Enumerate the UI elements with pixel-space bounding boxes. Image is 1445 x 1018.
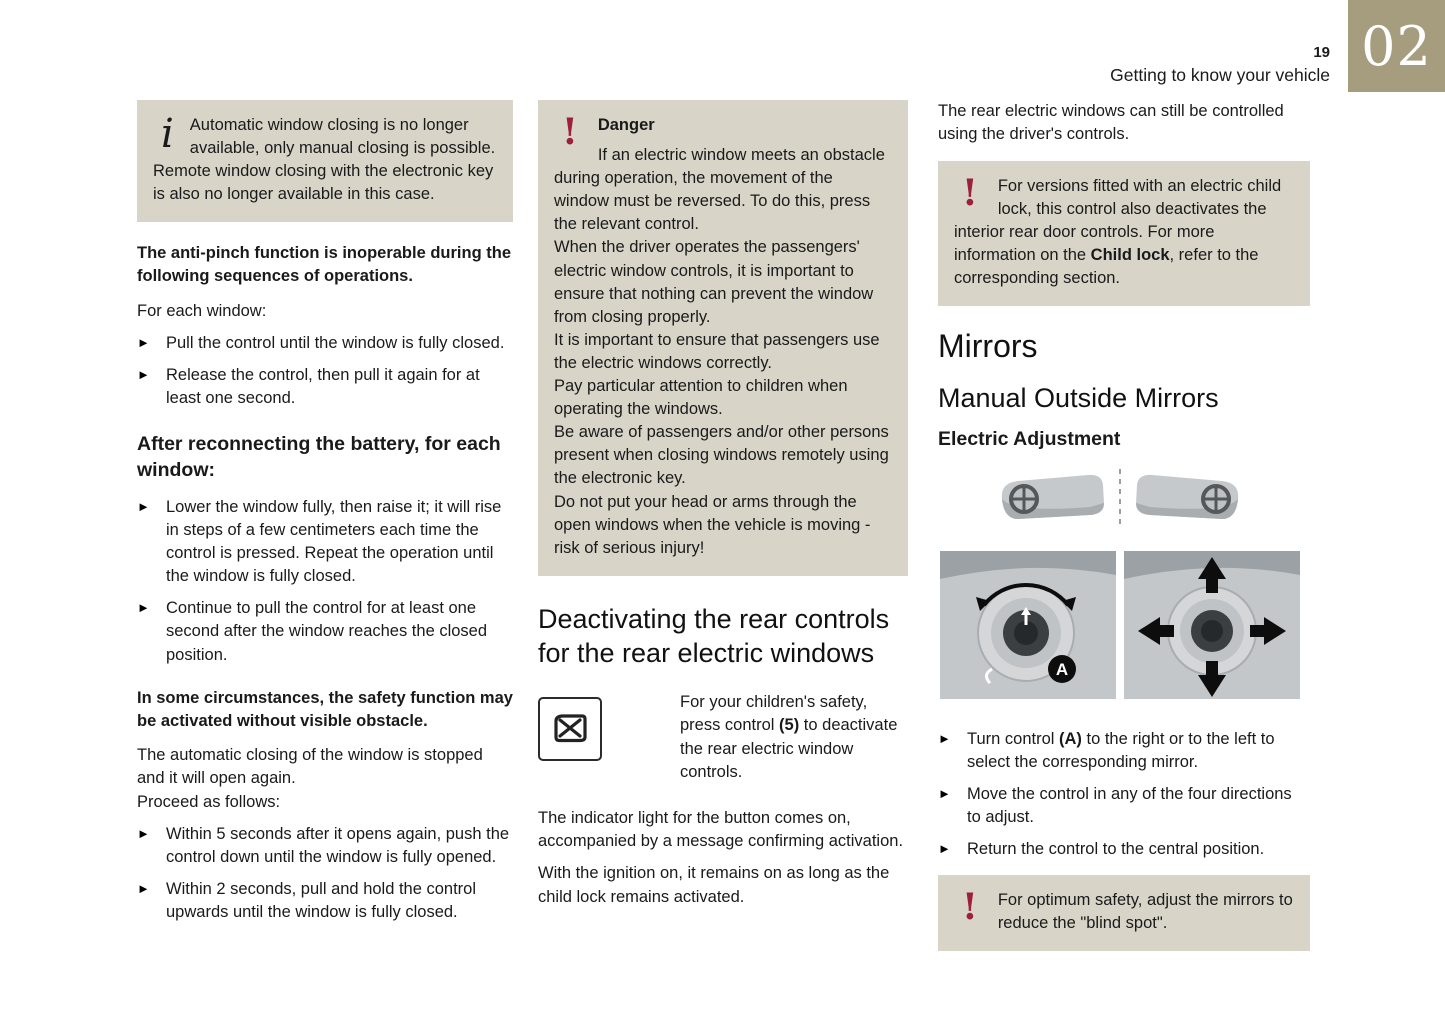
info-box-text-2: Remote window closing with the electronic key is also no longer available in this case. [153, 162, 494, 204]
page-number: 19 [1313, 44, 1330, 61]
warning-box-text [954, 171, 1294, 290]
child-lock-window-icon [538, 697, 602, 761]
bullet-text: Within 2 seconds, pull and hold the control upwards until the window is fully closed. [166, 880, 477, 922]
danger-title: Danger [597, 116, 655, 134]
bullet-text: Pull the control until the window is fully closed. [166, 333, 505, 352]
text-segment: Return the control to the central position. [967, 840, 1265, 859]
column-left [137, 100, 513, 936]
list-item [137, 364, 513, 410]
text-segment: to deactivate the rear electric window controls. [680, 716, 898, 782]
heading-electric-adjustment: Electric Adjustment [938, 427, 1121, 450]
bullet-text [967, 783, 1310, 829]
warning-box-child-lock [938, 161, 1310, 306]
bullet-arrow-icon: ► [137, 881, 150, 897]
list-item [137, 878, 513, 924]
text-segment-bold: Child lock [1090, 246, 1170, 265]
bullet-arrow-icon: ► [137, 334, 150, 350]
bullet-text [967, 838, 1310, 861]
warning-icon: ! [962, 886, 978, 929]
page-header-title: Getting to know your vehicle [1110, 65, 1330, 85]
danger-paragraph: Pay particular attention to children when operating the windows. [554, 377, 848, 419]
warning-box-blind-spot [938, 875, 1310, 951]
text-segment: For versions fitted with an electric child lock, this control also deactivates the interior rear door controls. For more information on the [954, 176, 1282, 265]
section-heading-mirrors: Mirrors [938, 328, 1038, 365]
text-segment-bold: (5) [779, 716, 800, 735]
column-middle [538, 100, 908, 918]
right-mirror-icon [1136, 475, 1238, 519]
section-heading-deactivating: Deactivating the rear controls for the rear electric windows [538, 603, 890, 669]
bullet-arrow-icon: ► [137, 826, 150, 842]
danger-icon: ! [562, 111, 578, 153]
list-item [137, 332, 513, 355]
bullet-list-window [137, 332, 513, 410]
bullet-list-proceed [137, 823, 513, 924]
danger-paragraph: It is important to ensure that passengers use the electric windows correctly. [554, 330, 880, 372]
para-ignition: With the ignition on, it remains on as long as the child lock remains activated. [538, 864, 890, 906]
heading-safety-function: In some circumstances, the safety function may be activated without visible obstacle. [137, 688, 513, 730]
mirror-adjust-control-panel [1124, 551, 1300, 699]
chapter-badge [1348, 0, 1445, 92]
para-for-each-window: For each window: [137, 301, 267, 320]
para-auto-closing: The automatic closing of the window is stopped and it will open again. [137, 745, 483, 788]
bullet-list-mirrors [938, 728, 1310, 861]
info-box [137, 100, 513, 222]
text-segment-bold: (A) [1059, 729, 1082, 748]
mirror-select-control-panel [940, 551, 1116, 699]
bullet-arrow-icon: ► [137, 600, 150, 616]
bullet-text [967, 728, 1310, 774]
bullet-arrow-icon: ► [938, 730, 951, 746]
left-mirror-icon [1002, 475, 1104, 519]
bullet-text: Within 5 seconds after it opens again, push the control down until the window is fully opened. [166, 825, 510, 867]
list-item [137, 597, 513, 666]
danger-paragraph: If an electric window meets an obstacle during operation, the movement of the window must be reversed. To do this, press the relevant control. [554, 146, 885, 234]
list-item [938, 838, 1310, 861]
chapter-number: 02 [1361, 14, 1432, 78]
para-proceed: Proceed as follows: [137, 792, 281, 811]
heading-anti-pinch: The anti-pinch function is inoperable during the following sequences of operations. [137, 244, 511, 286]
text-segment: Move the control in any of the four directions to adjust. [967, 785, 1292, 827]
child-lock-instruction [538, 691, 908, 785]
danger-paragraph: When the driver operates the passengers' electric window controls, it is important to ensure that nothing can prevent the window from closing properly. [554, 238, 874, 326]
bullet-arrow-icon: ► [938, 786, 951, 801]
list-item [137, 823, 513, 869]
list-item [137, 496, 513, 588]
info-box-text-1: Automatic window closing is no longer available, only manual closing is possible. [189, 116, 496, 158]
warning-box-text: For optimum safety, adjust the mirrors to reduce the "blind spot". [997, 891, 1293, 933]
column-right [938, 100, 1310, 951]
text-segment: , refer to the corresponding section. [954, 246, 1259, 288]
bullet-text: Lower the window fully, then raise it; it will rise in steps of a few centimeters each time the control is pressed. Repeat the operation until the window is fully closed. [166, 497, 502, 586]
list-item [938, 783, 1310, 829]
bullet-list-battery [137, 496, 513, 667]
bullet-arrow-icon: ► [137, 498, 150, 514]
heading-after-reconnecting: After reconnecting the battery, for each window: [137, 433, 501, 481]
danger-paragraph: Be aware of passengers and/or other persons present when closing windows remotely using the electronic key. [554, 423, 889, 488]
text-segment: For your children's safety, press control [680, 692, 868, 735]
danger-paragraph: Do not put your head or arms through the open windows when the vehicle is moving - risk of serious injury! [554, 492, 871, 557]
info-icon: i [161, 111, 174, 157]
danger-box [538, 100, 908, 576]
bullet-arrow-icon: ► [938, 841, 951, 857]
list-item [938, 728, 1310, 774]
para-indicator-light: The indicator light for the button comes on, accompanied by a message confirming activation. [538, 808, 904, 850]
label-a-text: A [1055, 659, 1069, 679]
bullet-text: Continue to pull the control for at least one second after the window reaches the closed position. [166, 599, 488, 664]
subsection-heading-manual-outside-mirrors: Manual Outside Mirrors [938, 383, 1219, 414]
warning-icon: ! [962, 171, 978, 214]
child-lock-instruction-text [680, 691, 908, 785]
mirror-diagram-graphic [938, 465, 1302, 701]
text-segment: to the right or to the left to select the corresponding mirror. [967, 729, 1275, 771]
mirror-adjustment-diagram [938, 465, 1310, 706]
para-rear-windows: The rear electric windows can still be controlled using the driver's controls. [938, 102, 1284, 144]
bullet-text: Release the control, then pull it again for at least one second. [166, 366, 480, 408]
text-segment: Turn control [967, 729, 1060, 748]
bullet-arrow-icon: ► [137, 367, 150, 383]
